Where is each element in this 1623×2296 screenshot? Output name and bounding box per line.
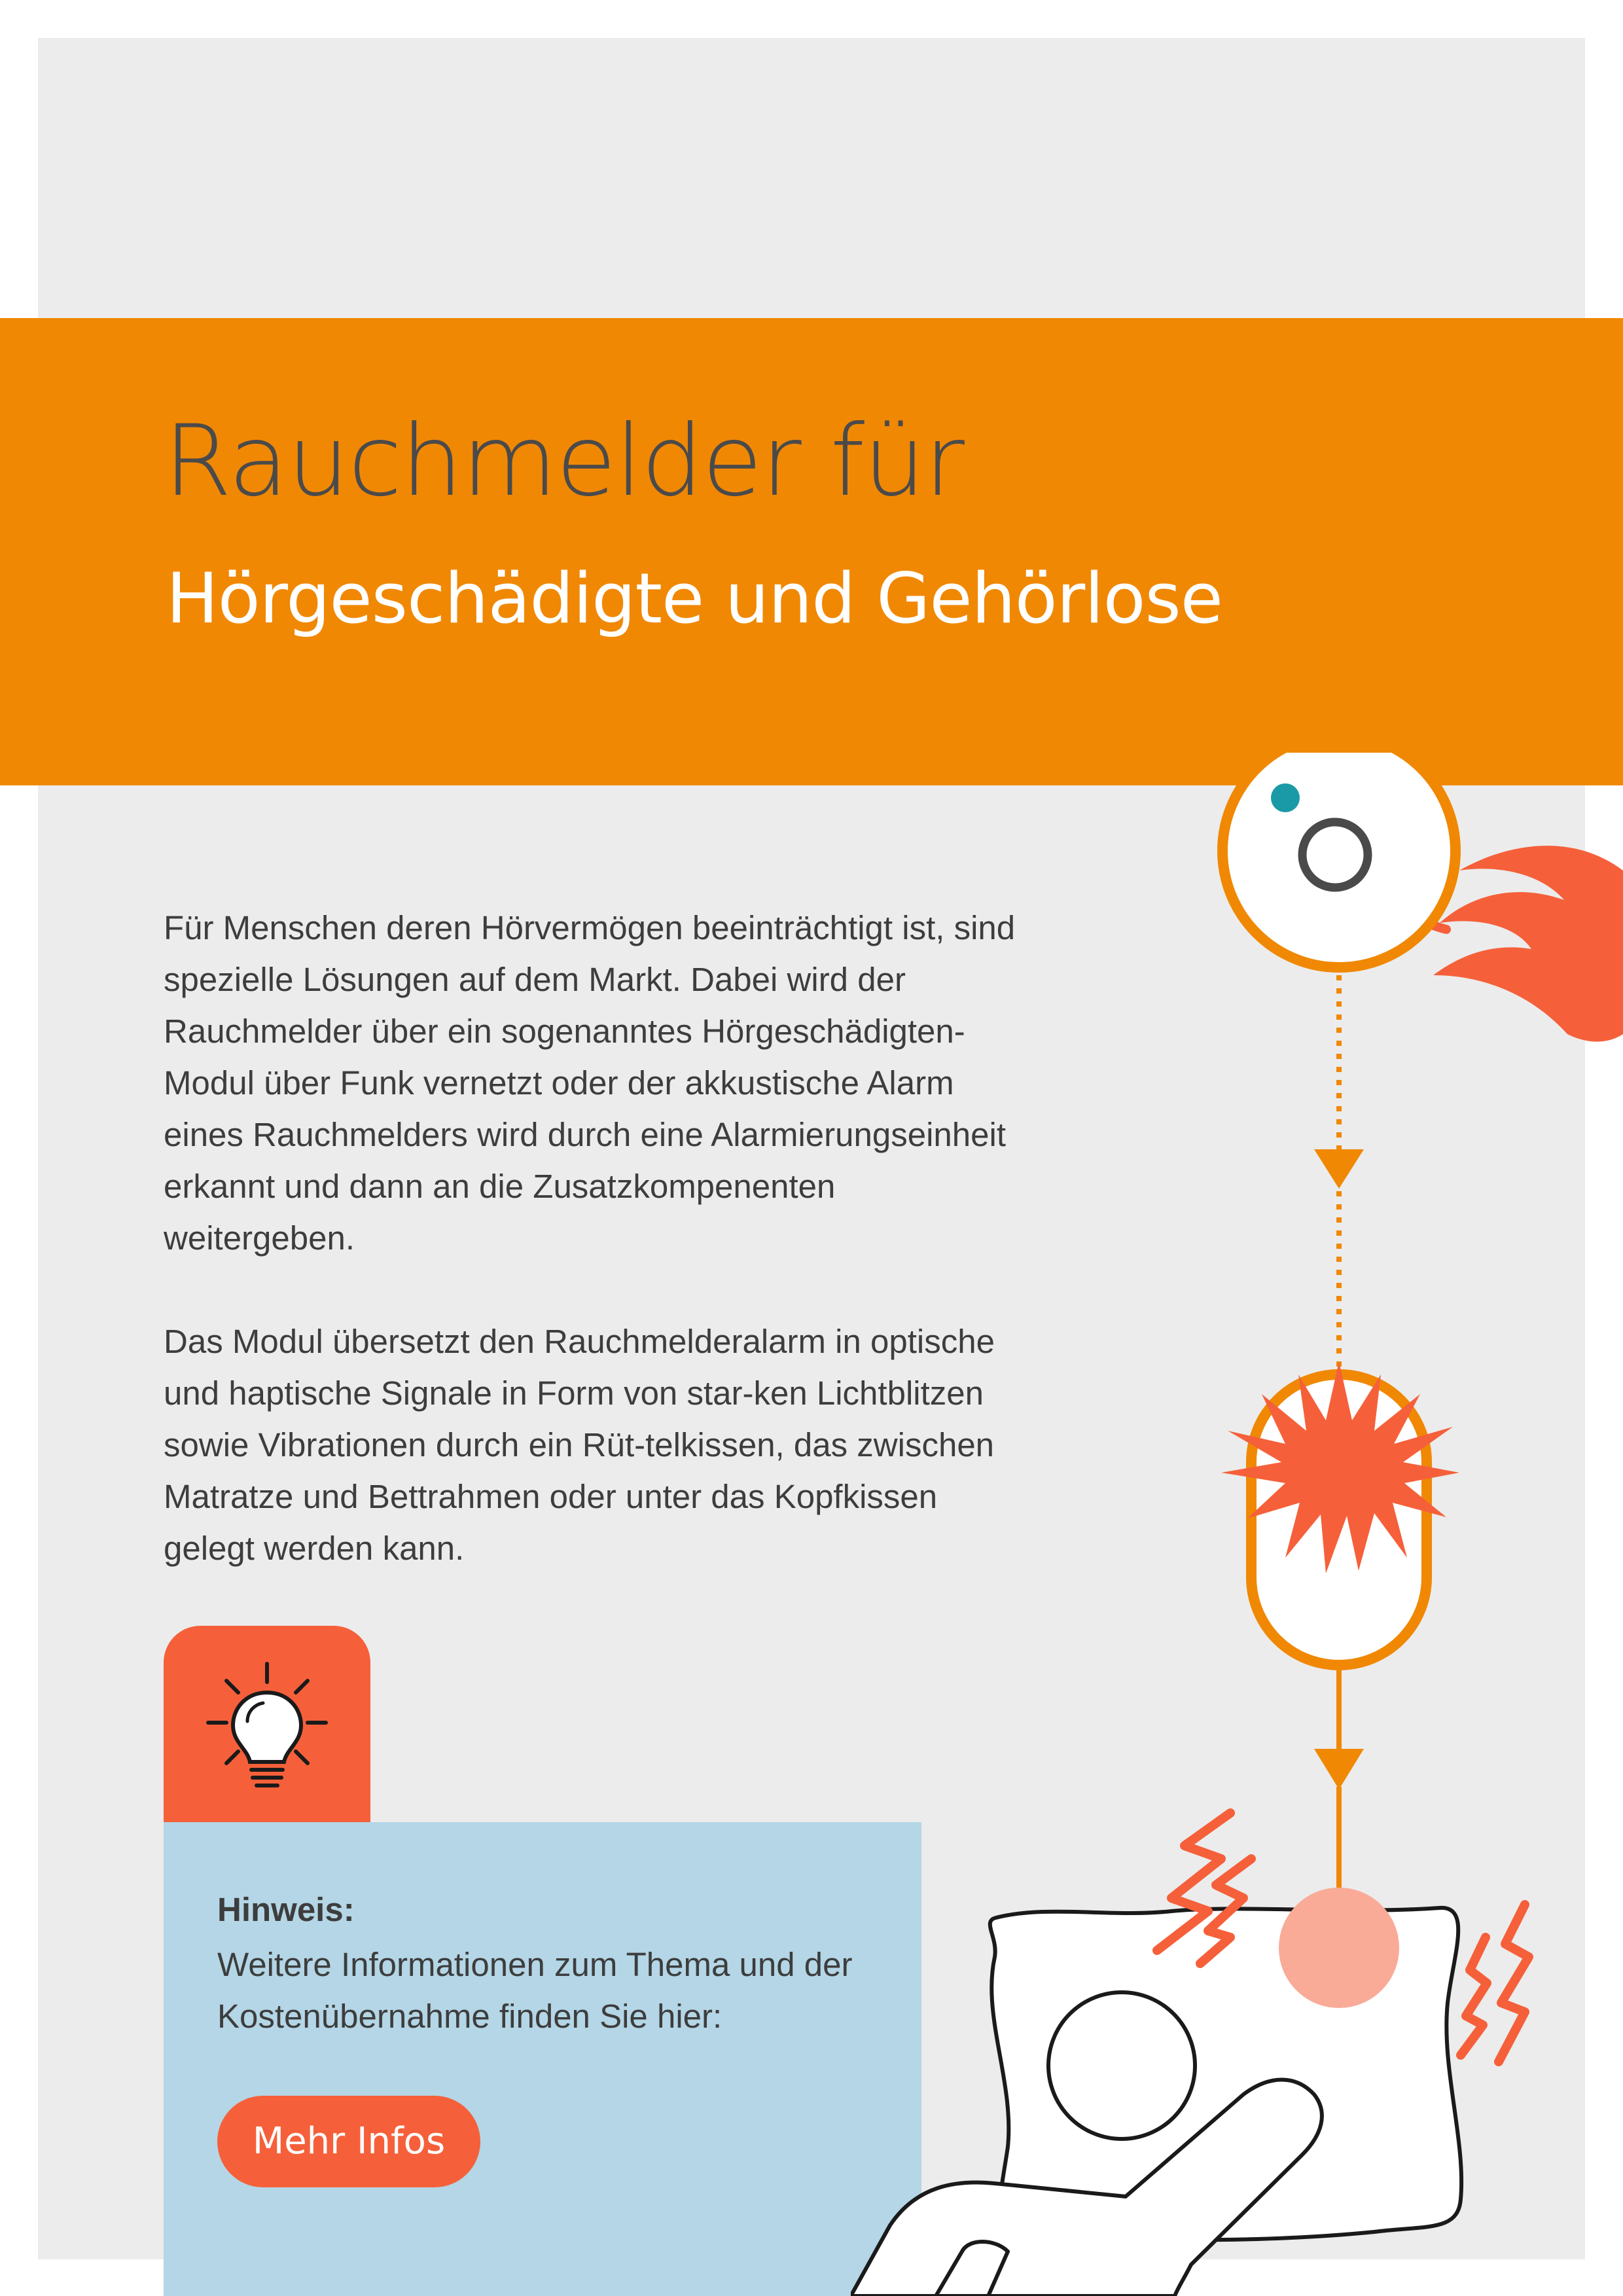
header-band [0, 318, 1623, 785]
more-info-button[interactable]: Mehr Infos [217, 2096, 480, 2187]
tip-heading: Hinweis: [217, 1891, 355, 1928]
smoke-detector-icon [1222, 753, 1455, 967]
lightbulb-icon [195, 1651, 339, 1795]
page-subtitle: Hörgeschädigte und Gehörlose [166, 558, 1222, 639]
flash-light-icon [1221, 1361, 1459, 1665]
tip-text: Weitere Informationen zum Thema und der Kostenübernahme finden Sie hier: [217, 1946, 853, 2035]
alarm-illustration [851, 753, 1623, 2296]
page-title: Rauchmelder für [164, 404, 963, 518]
module-paragraph: Das Modul übersetzt den Rauchmelderalarm in optische und haptische Signale in Form von star-ken Lichtblitzen sowie Vibrationen durch ein Rüt-telkissen, das zwischen Matratze und Bettrahmen oder unter das Kopfkissen gelegt werden kann. [164, 1323, 995, 1567]
arrow-down-icon [1314, 1149, 1364, 1189]
intro-paragraph: Für Menschen deren Hörvermögen beeinträchtigt ist, sind spezielle Lösungen auf dem Markt. Dabei wird der Rauchmelder über ein sogenanntes Hörgeschädigten-Modul über Funk vernetzt oder der akkustische Alarm eines Rauchmelders wird durch eine Alarmierungseinheit erkannt und dann an die Zusatzkompenenten weitergeben. [164, 909, 1016, 1257]
tip-icon-tab [164, 1626, 370, 1822]
flame-icon [1433, 846, 1623, 1041]
